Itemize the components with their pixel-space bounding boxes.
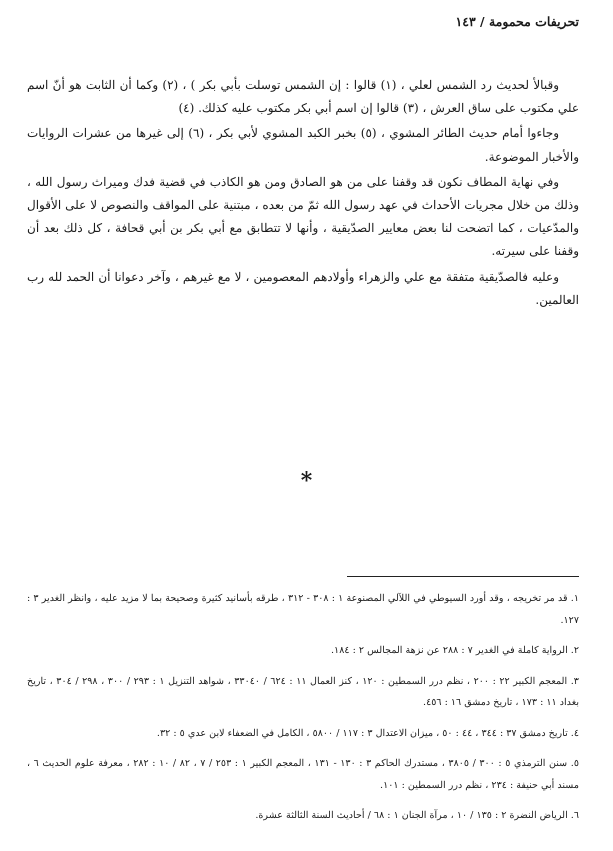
paragraph: وعليه فالصدّيقية متفقة مع علي والزهراء وأولادهم المعصومين ، لا مع غيرهم ، وآخر دعوانا أن الحمد لله رب العالمين. (27, 269, 579, 307)
section-separator-star: * (300, 468, 313, 494)
paragraph: وقبالأ لحديث رد الشمس لعلي ، (١) قالوا : إن الشمس توسلت بأبي بكر ) ، (٢) وكما أن الثابت هو أنّ اسم علي مكتوب على ساق العرش ، (٣) قالوا إن اسم أبي بكر مكتوب عليه كذلك. (٤) (27, 78, 579, 116)
footnote-divider (347, 576, 579, 577)
paragraph: وفي نهاية المطاف نكون قد وقفنا على من هو الصادق ومن هو الكاذب في قضية فدك وميراث رسول الله ، وذلك من خلال مجريات الأحداث في عهد رسول الله ثمّ من بعده ، مبتنية على المواقف والنصوص لا على الأقوال والمدّعيات ، كما اتضحت لنا بعض معايير الصدّيقية ، وأنها لا تتطابق مع أبي بكر بن أبي قحافة ، كل ذلك بعد أن وقفنا على سيرته. (27, 174, 580, 259)
footnote: ١. قد مر تخريجه ، وقد أورد السيوطي في اللآلي المصنوعة ١ : ٣٠٨ - ٣١٢ ، طرقه بأسانيد كثيرة وصحيحة بما لا مزيد عليه ، وانظر الغدير ٣ : ١٢٧. (27, 593, 579, 626)
main-text (27, 74, 579, 314)
footnotes (27, 588, 579, 836)
running-header: تحريفات محمومة / ١٤٣ (455, 14, 579, 29)
footnote: ٥. سنن الترمذي ٥ : ٣٠٠ / ٣٨٠٥ ، مستدرك الحاكم ٣ : ١٣٠ - ١٣١ ، المعجم الكبير ١ : ٢٥٣ / ٧ ، ٨٢ / ١٠ : ٢٨٢ ، معرفة علوم الحديث ٦ ، مسند أبي حنيفة : ٢٣٤ ، نظم درر السمطين : ١٠١. (27, 758, 579, 791)
footnote: ٤. تاريخ دمشق ٣٧ : ٣٤٤ ، ٤٤ : ٥٠ ، ميزان الاعتدال ٣ : ١١٧ / ٥٨٠٠ ، الكامل في الضعفاء لابن عدي ٥ : ٣٢. (156, 727, 579, 739)
footnote: ٣. المعجم الكبير ٢٢ : ٢٠٠ ، نظم درر السمطين : ١٢٠ ، كنز العمال ١١ : ٦٢٤ / ٣٣٠٤٠ ، شواهد التنزيل ١ : ٢٩٣ / ٣٠٠ ، ٢٩٨ / ٣٠٤ ، تاريخ بغداد ١١ : ١٧٣ ، تاريخ دمشق ١٦ : ٤٥٦. (27, 675, 579, 708)
footnote: ٦. الرياض النضرة ٢ : ١٣٥ / ١٠ ، مرآة الجنان ١ : ٦٨ / أحاديث السنة الثالثة عشرة. (255, 810, 579, 821)
footnote: ٢. الرواية كاملة في الغدير ٧ : ٢٨٨ عن نزهة المجالس ٢ : ١٨٤. (330, 645, 579, 656)
paragraph: وجاءوا أمام حديث الطائر المشوي ، (٥) بخبر الكبد المشوي لأبي بكر ، (٦) إلى غيرها من عشرات الروايات والأخبار الموضوعة. (27, 126, 579, 164)
